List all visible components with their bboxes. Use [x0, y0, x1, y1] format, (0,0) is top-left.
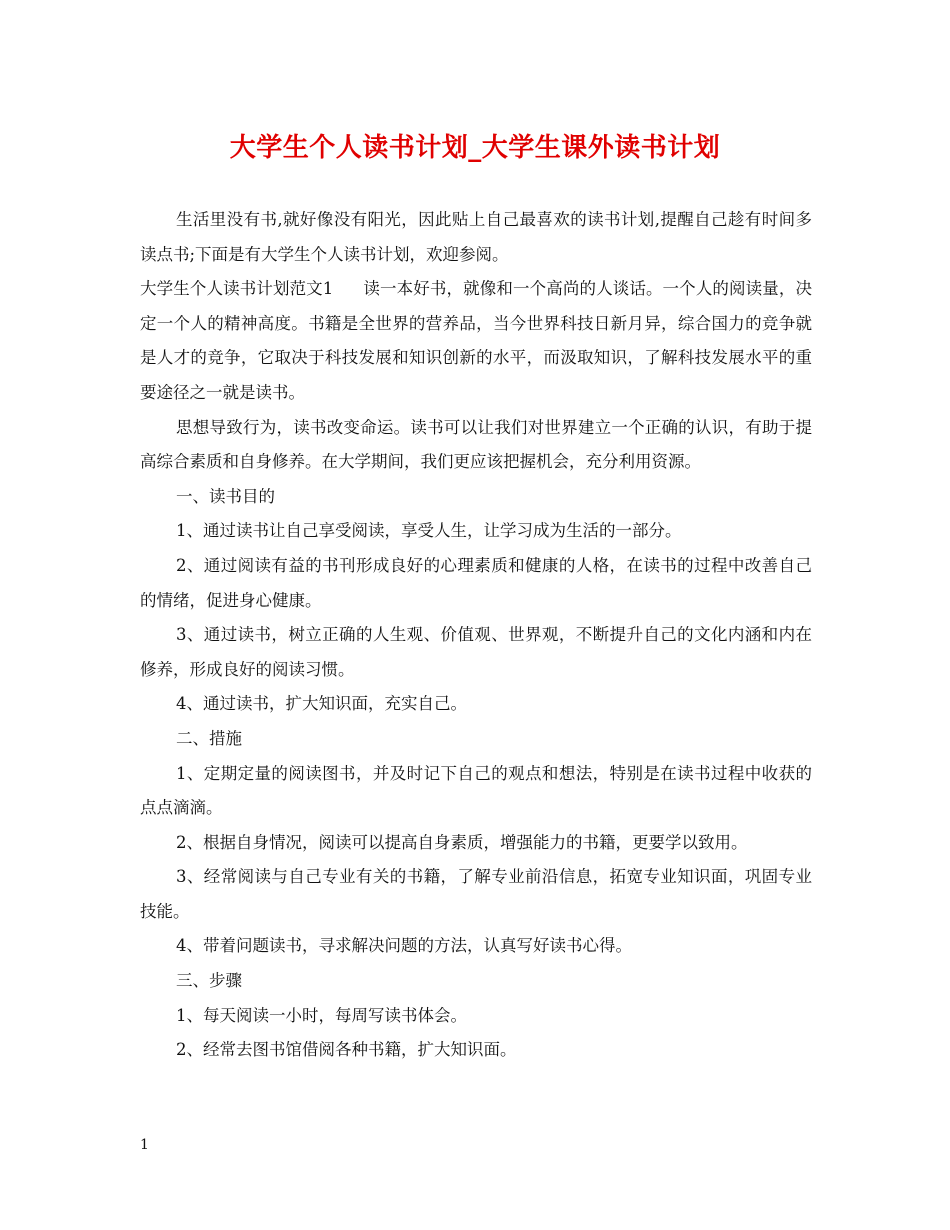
sample-paragraph — [140, 272, 812, 410]
intro-paragraph: 生活里没有书,就好像没有阳光，因此贴上自己最喜欢的读书计划,提醒自己趁有时间多读点书;下面是有大学生个人读书计划，欢迎参阅。 — [140, 210, 812, 264]
section-heading-purpose: 一、读书目的 — [176, 486, 275, 506]
document-title: 大学生个人读书计划_大学生课外读书计划 — [229, 133, 721, 163]
measure-item-1: 1、定期定量的阅读图书，并及时记下自己的观点和想法，特别是在读书过程中收获的点点滴滴。 — [140, 763, 812, 818]
measure-item-2: 2、根据自身情况，阅读可以提高自身素质，增强能力的书籍，更要学以致用。 — [176, 832, 748, 852]
sample-label: 大学生个人读书计划范文1 — [140, 279, 334, 299]
purpose-item-4: 4、通过读书，扩大知识面，充实自己。 — [176, 694, 467, 714]
section-heading-steps: 三、步骤 — [176, 971, 242, 991]
document-body — [140, 203, 812, 1068]
measure-item-3: 3、经常阅读与自己专业有关的书籍，了解专业前沿信息，拓宽专业知识面，巩固专业技能。 — [140, 867, 812, 921]
page-number: 1 — [140, 1137, 149, 1153]
section-heading-measures: 二、措施 — [176, 728, 242, 748]
step-item-2: 2、经常去图书馆借阅各种书籍，扩大知识面。 — [176, 1040, 517, 1060]
sample-text: 读一本好书，就像和一个高尚的人谈话。一个人的阅读量，决定一个人的精神高度。书籍是全世界的营养品，当今世界科技日新月异，综合国力的竞争就是人才的竞争，它取决于科技发展和知识创新的水平，而汲取知识，了解科技发展水平的重要途径之一就是读书。 — [140, 279, 813, 402]
purpose-item-2: 2、通过阅读有益的书刊形成良好的心理素质和健康的人格，在读书的过程中改善自己的情绪，促进身心健康。 — [140, 555, 812, 610]
body-paragraph: 思想导致行为，读书改变命运。读书可以让我们对世界建立一个正确的认识，有助于提高综合素质和自身修养。在大学期间，我们更应该把握机会，充分利用资源。 — [140, 417, 812, 472]
purpose-item-1: 1、通过读书让自己享受阅读，享受人生，让学习成为生活的一部分。 — [176, 521, 682, 541]
purpose-item-3: 3、通过读书，树立正确的人生观、价值观、世界观，不断提升自己的文化内涵和内在修养，形成良好的阅读习惯。 — [140, 625, 812, 679]
measure-item-4: 4、带着问题读书，寻求解决问题的方法，认真写好读书心得。 — [176, 936, 632, 956]
step-item-1: 1、每天阅读一小时，每周写读书体会。 — [176, 1005, 467, 1025]
